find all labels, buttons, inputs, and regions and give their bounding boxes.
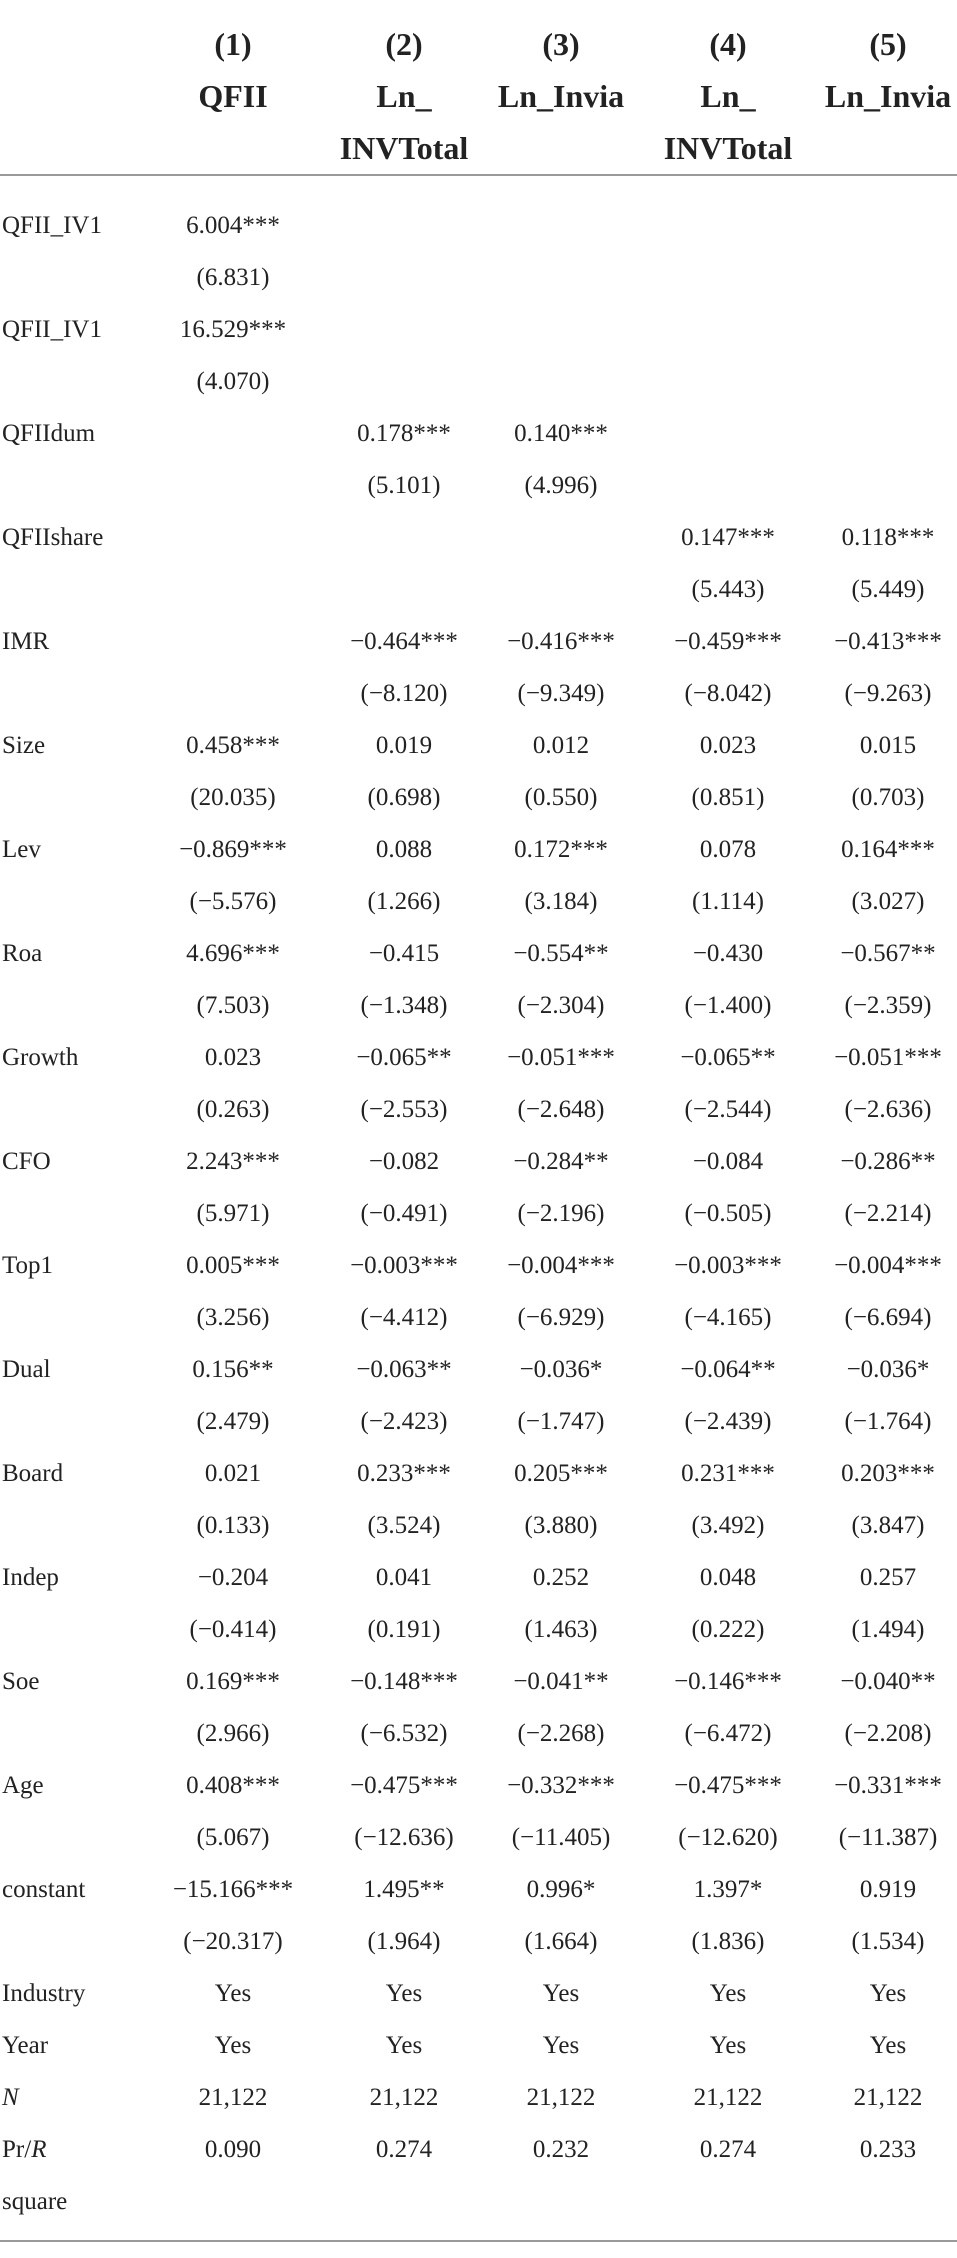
- table-cell: (−11.405): [511, 1824, 611, 1851]
- table-row: [0, 512, 957, 564]
- row-label: QFII_IV1: [2, 316, 102, 343]
- column-name: Ln_Invia: [497, 78, 625, 114]
- table-row: [0, 2124, 957, 2176]
- table-row: [0, 928, 957, 980]
- table-cell: (−1.400): [684, 992, 772, 1019]
- table-row: [0, 1136, 957, 1188]
- table-cell: [808, 304, 957, 356]
- table-cell: (−4.165): [684, 1304, 772, 1331]
- header-divider: [0, 174, 957, 176]
- table-row: [0, 1240, 957, 1292]
- table-cell: (−1.348): [360, 992, 448, 1019]
- row-label: CFO: [2, 1148, 51, 1175]
- table-cell: 0.996*: [526, 1876, 596, 1903]
- row-label: Board: [2, 1460, 64, 1487]
- table-cell: (−6.929): [517, 1304, 605, 1331]
- table-cell: [648, 304, 808, 356]
- table-row: [0, 2176, 957, 2228]
- table-cell: −0.036*: [519, 1356, 603, 1383]
- column-number: (5): [869, 26, 907, 62]
- table-bottom-divider: [0, 2240, 957, 2242]
- table-cell: (−8.120): [360, 680, 448, 707]
- table-cell: [324, 512, 484, 564]
- table-cell: (5.449): [851, 576, 925, 603]
- table-cell: [648, 356, 808, 408]
- table-row: [0, 408, 957, 460]
- table-row: [0, 356, 957, 408]
- table-cell: 1.397*: [693, 1876, 763, 1903]
- table-row: [0, 1916, 957, 1968]
- row-label: Lev: [2, 836, 41, 863]
- table-cell: 2.243***: [186, 1148, 280, 1175]
- table-row: [0, 1500, 957, 1552]
- table-row: [0, 2072, 957, 2124]
- column-header-2: [324, 18, 484, 174]
- table-cell: 0.919: [859, 1876, 917, 1903]
- table-cell: (0.703): [851, 784, 925, 811]
- table-cell: −0.554**: [513, 940, 609, 967]
- row-label: QFIIshare: [2, 524, 104, 551]
- table-cell: −0.475***: [350, 1772, 458, 1799]
- table-cell: (0.222): [691, 1616, 765, 1643]
- table-cell: (5.971): [196, 1200, 270, 1227]
- table-cell: (−2.268): [517, 1720, 605, 1747]
- table-row: [0, 720, 957, 772]
- table-cell: [808, 408, 957, 460]
- row-label: Roa: [2, 940, 43, 967]
- table-cell: (−2.439): [684, 1408, 772, 1435]
- table-cell: 6.004***: [186, 212, 280, 239]
- table-cell: [324, 356, 484, 408]
- table-cell: (0.851): [691, 784, 765, 811]
- table-cell: −0.146***: [674, 1668, 782, 1695]
- table-cell: [153, 460, 313, 512]
- table-cell: Yes: [709, 1980, 747, 2007]
- table-cell: 0.232: [532, 2136, 590, 2163]
- table-row: [0, 1188, 957, 1240]
- row-label: Top1: [2, 1252, 54, 1279]
- table-cell: (0.191): [367, 1616, 441, 1643]
- table-cell: 0.140***: [514, 420, 608, 447]
- table-row: [0, 304, 957, 356]
- column-header-4: [648, 18, 808, 174]
- table-row: [0, 252, 957, 304]
- table-cell: [481, 564, 641, 616]
- table-row: [0, 980, 957, 1032]
- table-cell: 0.156**: [192, 1356, 274, 1383]
- table-row: [0, 1344, 957, 1396]
- table-cell: 0.257: [859, 1564, 917, 1591]
- table-cell: (3.880): [524, 1512, 598, 1539]
- table-cell: 0.252: [532, 1564, 590, 1591]
- table-row: [0, 876, 957, 928]
- table-cell: (−2.553): [360, 1096, 448, 1123]
- table-cell: 0.205***: [514, 1460, 608, 1487]
- table-cell: 21,122: [198, 2084, 268, 2111]
- table-cell: 0.147***: [681, 524, 775, 551]
- table-cell: −0.051***: [834, 1044, 942, 1071]
- table-cell: −0.567**: [840, 940, 936, 967]
- table-cell: (5.101): [367, 472, 441, 499]
- table-cell: −0.004***: [507, 1252, 615, 1279]
- table-cell: 0.458***: [186, 732, 280, 759]
- row-label: Year: [2, 2032, 49, 2059]
- table-cell: (4.070): [196, 368, 270, 395]
- table-cell: [808, 460, 957, 512]
- column-number: (1): [214, 26, 252, 62]
- row-label: Dual: [2, 1356, 51, 1383]
- table-cell: (−4.412): [360, 1304, 448, 1331]
- table-cell: (0.263): [196, 1096, 270, 1123]
- table-cell: (−2.196): [517, 1200, 605, 1227]
- table-cell: Yes: [869, 2032, 907, 2059]
- table-cell: (1.534): [851, 1928, 925, 1955]
- table-cell: (3.847): [851, 1512, 925, 1539]
- table-cell: [324, 200, 484, 252]
- table-row: [0, 772, 957, 824]
- table-cell: −0.065**: [356, 1044, 452, 1071]
- table-cell: (−2.636): [844, 1096, 932, 1123]
- table-cell: 0.118***: [841, 524, 935, 551]
- table-cell: 0.015: [859, 732, 917, 759]
- column-number: (4): [709, 26, 747, 62]
- table-cell: Yes: [869, 1980, 907, 2007]
- table-cell: (−1.747): [517, 1408, 605, 1435]
- table-cell: (6.831): [196, 264, 270, 291]
- table-cell: 0.023: [204, 1044, 262, 1071]
- table-row: [0, 460, 957, 512]
- table-cell: (2.479): [196, 1408, 270, 1435]
- table-cell: (1.266): [367, 888, 441, 915]
- table-cell: (−8.042): [684, 680, 772, 707]
- row-label: square: [2, 2188, 68, 2215]
- table-cell: 0.408***: [186, 1772, 280, 1799]
- table-cell: −0.041**: [513, 1668, 609, 1695]
- row-label: QFIIdum: [2, 420, 96, 447]
- table-row: [0, 1084, 957, 1136]
- column-header-1: [153, 18, 313, 122]
- table-cell: (0.698): [367, 784, 441, 811]
- table-cell: (−2.359): [844, 992, 932, 1019]
- table-cell: 0.231***: [681, 1460, 775, 1487]
- table-cell: −0.040**: [840, 1668, 936, 1695]
- table-cell: [324, 252, 484, 304]
- table-cell: (−11.387): [838, 1824, 938, 1851]
- table-cell: 0.019: [375, 732, 433, 759]
- table-cell: [153, 512, 313, 564]
- table-cell: 21,122: [693, 2084, 763, 2111]
- table-cell: [648, 408, 808, 460]
- table-cell: [648, 460, 808, 512]
- table-cell: (−20.317): [183, 1928, 283, 1955]
- column-name: Ln_: [376, 78, 432, 114]
- table-cell: 0.172***: [514, 836, 608, 863]
- table-cell: [808, 252, 957, 304]
- column-number: (2): [385, 26, 423, 62]
- table-cell: [481, 304, 641, 356]
- table-cell: 0.178***: [357, 420, 451, 447]
- table-cell: −0.415: [368, 940, 440, 967]
- column-name-continued: INVTotal: [663, 130, 793, 166]
- table-cell: (4.996): [524, 472, 598, 499]
- table-cell: 0.023: [699, 732, 757, 759]
- table-row: [0, 824, 957, 876]
- table-cell: 4.696***: [186, 940, 280, 967]
- table-cell: (2.966): [196, 1720, 270, 1747]
- table-cell: 0.090: [204, 2136, 262, 2163]
- column-header-5: [808, 18, 957, 122]
- table-cell: Yes: [385, 1980, 423, 2007]
- row-label: QFII_IV1: [2, 212, 102, 239]
- table-cell: (−9.349): [517, 680, 605, 707]
- table-cell: (−5.576): [189, 888, 277, 915]
- table-cell: −0.430: [692, 940, 764, 967]
- table-cell: [648, 200, 808, 252]
- table-cell: 0.233: [859, 2136, 917, 2163]
- table-cell: (−1.764): [844, 1408, 932, 1435]
- row-label: Age: [2, 1772, 44, 1799]
- table-row: [0, 1708, 957, 1760]
- table-row: [0, 1032, 957, 1084]
- table-cell: [808, 356, 957, 408]
- table-cell: −0.065**: [680, 1044, 776, 1071]
- row-label: Soe: [2, 1668, 40, 1695]
- table-cell: 0.041: [375, 1564, 433, 1591]
- table-cell: (1.964): [367, 1928, 441, 1955]
- table-row: [0, 616, 957, 668]
- table-cell: −0.416***: [507, 628, 615, 655]
- table-cell: −0.004***: [834, 1252, 942, 1279]
- column-number: (3): [542, 26, 580, 62]
- table-cell: −0.459***: [674, 628, 782, 655]
- table-cell: −0.331***: [834, 1772, 942, 1799]
- row-label: Size: [2, 732, 46, 759]
- table-cell: −0.286**: [840, 1148, 936, 1175]
- row-label-part-italic: R: [31, 2136, 47, 2163]
- table-cell: (−0.414): [189, 1616, 277, 1643]
- table-cell: (20.035): [190, 784, 276, 811]
- table-cell: [648, 252, 808, 304]
- table-cell: (−0.491): [360, 1200, 448, 1227]
- table-cell: −0.475***: [674, 1772, 782, 1799]
- table-cell: −0.064**: [680, 1356, 776, 1383]
- table-cell: −0.063**: [356, 1356, 452, 1383]
- table-row: [0, 2020, 957, 2072]
- table-cell: 0.203***: [841, 1460, 935, 1487]
- table-cell: Yes: [709, 2032, 747, 2059]
- table-row: [0, 1292, 957, 1344]
- table-cell: (−2.423): [360, 1408, 448, 1435]
- table-cell: [324, 304, 484, 356]
- table-row: [0, 1812, 957, 1864]
- table-cell: (−2.208): [844, 1720, 932, 1747]
- table-cell: [153, 668, 313, 720]
- table-cell: [153, 616, 313, 668]
- table-cell: Yes: [214, 2032, 252, 2059]
- table-cell: (0.133): [196, 1512, 270, 1539]
- row-label: N: [2, 2084, 19, 2111]
- table-cell: Yes: [542, 2032, 580, 2059]
- table-cell: (−2.214): [844, 1200, 932, 1227]
- table-cell: [481, 512, 641, 564]
- row-label: IMR: [2, 628, 50, 655]
- table-body: [0, 200, 957, 2228]
- table-cell: (−6.694): [844, 1304, 932, 1331]
- table-cell: (3.184): [524, 888, 598, 915]
- table-cell: 0.164***: [841, 836, 935, 863]
- table-cell: (5.443): [691, 576, 765, 603]
- table-row: [0, 1864, 957, 1916]
- table-cell: (−0.505): [684, 1200, 772, 1227]
- table-cell: (0.550): [524, 784, 598, 811]
- table-cell: (7.503): [196, 992, 270, 1019]
- table-cell: [324, 2176, 484, 2228]
- row-label: Industry: [2, 1980, 86, 2007]
- column-name: QFII: [198, 78, 268, 114]
- table-cell: −0.869***: [179, 836, 287, 863]
- table-cell: (−2.544): [684, 1096, 772, 1123]
- table-cell: Yes: [385, 2032, 423, 2059]
- table-cell: 1.495**: [363, 1876, 445, 1903]
- table-cell: [648, 2176, 808, 2228]
- table-cell: (−12.636): [354, 1824, 454, 1851]
- table-cell: (−9.263): [844, 680, 932, 707]
- table-cell: 0.012: [532, 732, 590, 759]
- table-cell: (3.524): [367, 1512, 441, 1539]
- table-row: [0, 564, 957, 616]
- table-cell: Yes: [214, 1980, 252, 2007]
- column-name: Ln_Invia: [824, 78, 952, 114]
- table-row: [0, 1552, 957, 1604]
- table-row: [0, 1760, 957, 1812]
- table-row: [0, 1968, 957, 2020]
- table-cell: −0.003***: [674, 1252, 782, 1279]
- table-cell: [324, 564, 484, 616]
- table-cell: −0.003***: [350, 1252, 458, 1279]
- row-label: Indep: [2, 1564, 59, 1591]
- table-cell: (1.664): [524, 1928, 598, 1955]
- table-cell: [808, 2176, 957, 2228]
- table-cell: (−6.532): [360, 1720, 448, 1747]
- table-cell: (−6.472): [684, 1720, 772, 1747]
- column-header-3: [481, 18, 641, 122]
- table-cell: (1.114): [692, 888, 764, 915]
- table-cell: [481, 356, 641, 408]
- table-cell: −0.464***: [350, 628, 458, 655]
- table-cell: −0.051***: [507, 1044, 615, 1071]
- table-cell: (1.836): [691, 1928, 765, 1955]
- table-cell: −0.413***: [834, 628, 942, 655]
- table-cell: [481, 200, 641, 252]
- table-cell: 0.274: [699, 2136, 757, 2163]
- row-label: Growth: [2, 1044, 79, 1071]
- table-cell: [153, 408, 313, 460]
- table-cell: 21,122: [853, 2084, 923, 2111]
- table-cell: 0.048: [699, 1564, 757, 1591]
- table-cell: 0.088: [375, 836, 433, 863]
- table-row: [0, 1448, 957, 1500]
- table-cell: (1.463): [524, 1616, 598, 1643]
- table-cell: −0.332***: [507, 1772, 615, 1799]
- table-row: [0, 668, 957, 720]
- table-cell: [481, 252, 641, 304]
- table-cell: 0.274: [375, 2136, 433, 2163]
- table-cell: 0.169***: [186, 1668, 280, 1695]
- table-cell: −0.284**: [513, 1148, 609, 1175]
- table-cell: 0.021: [204, 1460, 262, 1487]
- table-cell: Yes: [542, 1980, 580, 2007]
- table-cell: −0.082: [368, 1148, 440, 1175]
- table-row: [0, 200, 957, 252]
- table-row: [0, 1604, 957, 1656]
- column-name-continued: INVTotal: [339, 130, 469, 166]
- row-label-part: Pr/: [2, 2136, 32, 2163]
- table-row: [0, 1656, 957, 1708]
- row-label: [2, 2124, 46, 2176]
- table-cell: [153, 2176, 313, 2228]
- row-label: constant: [2, 1876, 86, 1903]
- table-cell: 16.529***: [179, 316, 287, 343]
- table-cell: [808, 200, 957, 252]
- table-cell: −0.036*: [846, 1356, 930, 1383]
- table-cell: 0.005***: [186, 1252, 280, 1279]
- table-cell: 21,122: [526, 2084, 596, 2111]
- table-cell: (3.492): [691, 1512, 765, 1539]
- table-cell: (−12.620): [678, 1824, 778, 1851]
- table-cell: 0.078: [699, 836, 757, 863]
- table-cell: 21,122: [369, 2084, 439, 2111]
- table-cell: −0.148***: [350, 1668, 458, 1695]
- table-row: [0, 1396, 957, 1448]
- table-cell: [153, 564, 313, 616]
- table-cell: [481, 2176, 641, 2228]
- column-name: Ln_: [700, 78, 756, 114]
- table-cell: (5.067): [196, 1824, 270, 1851]
- table-cell: −0.204: [197, 1564, 269, 1591]
- table-cell: (−2.648): [517, 1096, 605, 1123]
- table-cell: 0.233***: [357, 1460, 451, 1487]
- table-cell: −0.084: [692, 1148, 764, 1175]
- table-cell: (1.494): [851, 1616, 925, 1643]
- table-cell: (−2.304): [517, 992, 605, 1019]
- table-cell: −15.166***: [172, 1876, 294, 1903]
- table-cell: (3.027): [851, 888, 925, 915]
- table-cell: (3.256): [196, 1304, 270, 1331]
